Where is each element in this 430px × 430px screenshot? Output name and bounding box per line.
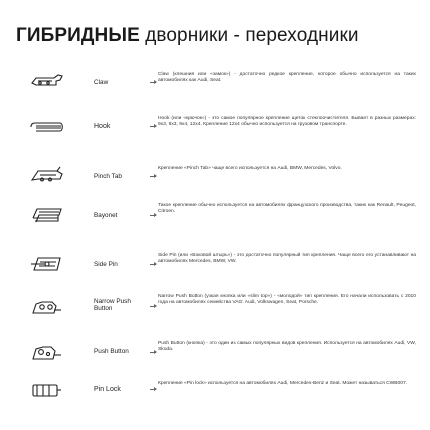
row-description: Claw (клешния или «замок») - достаточно редкое крепление, которое обычно используется на таких автомобилях как Audi, Seat. [158, 72, 416, 84]
arrow-icon [150, 352, 156, 353]
row-description: Такое крепление обычно используется на автомобилях французского производства, таких как Renault, Peugeot, Citroen. [158, 203, 416, 215]
claw-adapter-icon [30, 70, 64, 92]
push-button-adapter-icon [30, 342, 64, 364]
row-description: Push Button (кнопка) - это один из самых популярных видов крепления. Используется на автомобилях Audi, VW, Skoda. [158, 341, 416, 353]
hook-adapter-icon [30, 116, 64, 138]
bayonet-adapter-icon [30, 204, 64, 226]
row-name: Push Button [94, 348, 129, 355]
row-name: Bayonet [94, 212, 118, 219]
page-title [16, 24, 416, 48]
row-description: Крепление «Pinch Tab» чаще всего используется на Audi, BMW, Mercedes, Volvo. [158, 166, 342, 171]
arrow-icon [150, 215, 156, 216]
row-description: Side Pin (или «Боковой штырь») - это достаточно популярный тип крепления. Чаще всего его устанавливают на автомобилях Mercedes, BMW, VW. [158, 253, 416, 265]
title-rest: дворники - переходники [139, 25, 359, 46]
row-name: Narrow Push Button [94, 298, 131, 313]
arrow-icon [150, 264, 156, 265]
title-bold: ГИБРИДНЫЕ [16, 25, 140, 46]
pin-lock-adapter-icon [30, 379, 64, 401]
arrow-icon [150, 82, 156, 83]
arrow-icon [150, 306, 156, 307]
row-name: Claw [94, 79, 109, 86]
row-description: Narrow Push Button (узкая кнопка или «slim top») - «молодой» тип крепления. Его начали использовать с 2010 года на автомобилях семейства VAG: Audi, Volkswagen, Seat, Porsche. [158, 294, 416, 306]
pinch-tab-adapter-icon [30, 164, 64, 186]
side-pin-adapter-icon [30, 253, 64, 275]
row-name: Pinch Tab [94, 173, 122, 180]
narrow-push-button-adapter-icon [30, 296, 64, 318]
arrow-icon [150, 126, 156, 127]
row-name: Side Pin [94, 261, 118, 268]
row-name: Pin Lock [94, 386, 121, 393]
arrow-icon [150, 176, 156, 177]
row-description: Hook (или «крючок») - это самое популярное крепление щеток стеклоочистителя. Бывает в разных размерах: 9x3, 9x3, 9x4, 12x4. Крепление 12x4 обычно используется на грузовом транспорте. [158, 116, 416, 128]
row-description: Крепление «Pin lock» используется на автомобилях Audi, Mercedes-Benz и Seat. Может называться CWB007. [158, 381, 408, 386]
arrow-icon [150, 389, 156, 390]
row-name: Hook [94, 123, 111, 130]
